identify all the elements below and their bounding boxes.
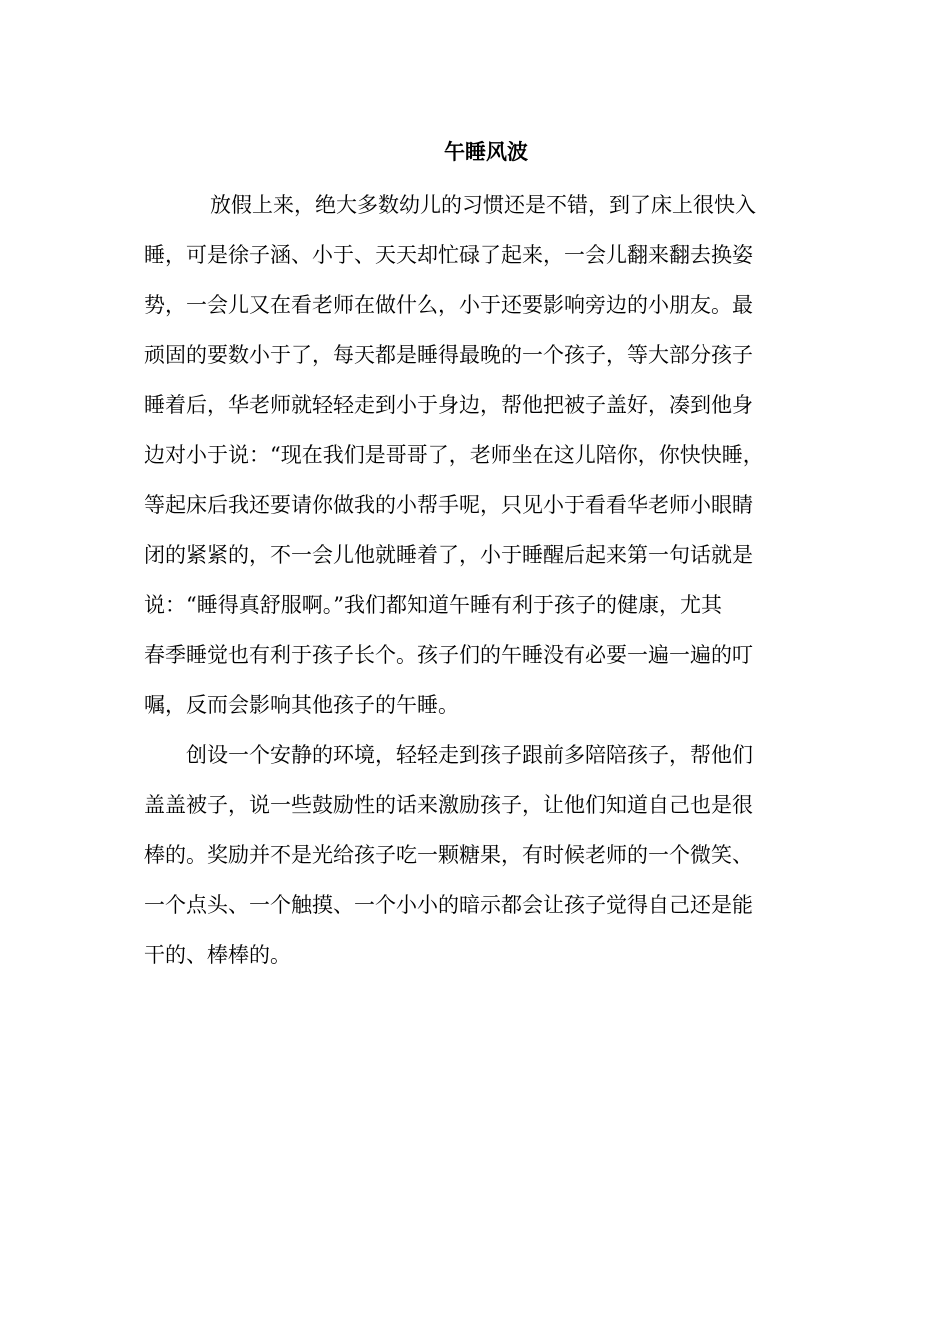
paragraph-1-line-1: 放假上来，绝大多数幼儿的习惯还是不错，到了床上很快入 (210, 193, 756, 217)
paragraph-1-line-3: 势，一会儿又在看老师在做什么，小于还要影响旁边的小朋友。最 (144, 293, 753, 317)
paragraph-1-line-4: 顽固的要数小于了，每天都是睡得最晚的一个孩子，等大部分孩子 (144, 343, 753, 367)
paragraph-1-line-6: 边对小于说：“现在我们是哥哥了，老师坐在这儿陪你，你快快睡， (144, 443, 764, 467)
paragraph-1 (144, 180, 828, 730)
paragraph-2-line-3: 棒的。奖励并不是光给孩子吃一颗糖果，有时候老师的一个微笑、 (144, 843, 753, 867)
paragraph-2-line-2: 盖盖被子，说一些鼓励性的话来激励孩子，让他们知道自己也是很 (144, 793, 753, 817)
paragraph-2 (144, 730, 828, 980)
document-title: 午睡风波 (444, 139, 528, 164)
paragraph-2-line-4: 一个点头、一个触摸、一个小小的暗示都会让孩子觉得自己还是能 (144, 893, 753, 917)
paragraph-2-line-1: 创设一个安静的环境，轻轻走到孩子跟前多陪陪孩子，帮他们 (186, 743, 753, 767)
paragraph-2-line-5: 干的、棒棒的。 (144, 943, 291, 967)
paragraph-1-line-5: 睡着后，华老师就轻轻走到小于身边，帮他把被子盖好，凑到他身 (144, 393, 753, 417)
paragraph-1-line-2: 睡，可是徐子涵、小于、天天却忙碌了起来，一会儿翻来翻去换姿 (144, 243, 753, 267)
paragraph-1-line-10: 春季睡觉也有利于孩子长个。孩子们的午睡没有必要一遍一遍的叮 (144, 643, 753, 667)
document-content (144, 132, 828, 980)
paragraph-1-line-11: 嘱，反而会影响其他孩子的午睡。 (144, 693, 459, 717)
paragraph-1-line-7: 等起床后我还要请你做我的小帮手呢，只见小于看看华老师小眼睛 (144, 493, 753, 517)
paragraph-1-line-9: 说：“睡得真舒服啊。”我们都知道午睡有利于孩子的健康，尤其 (144, 593, 722, 617)
paragraph-1-line-8: 闭的紧紧的，不一会儿他就睡着了，小于睡醒后起来第一句话就是 (144, 543, 753, 567)
